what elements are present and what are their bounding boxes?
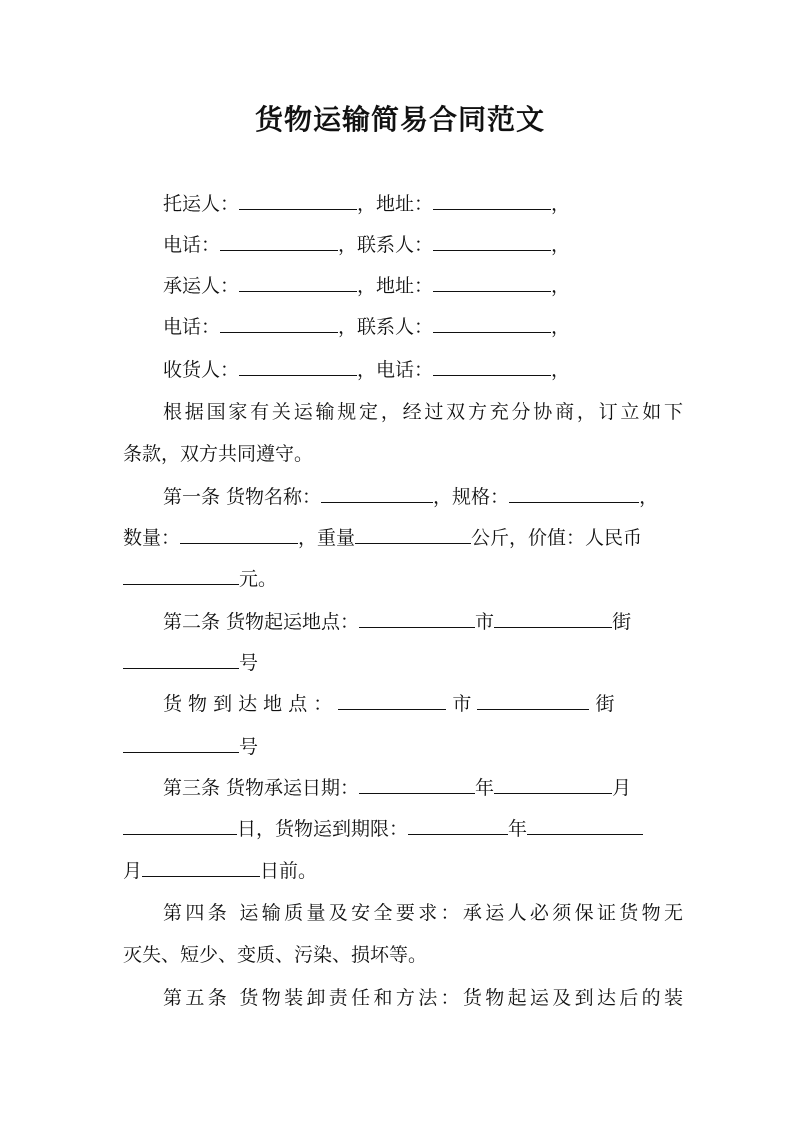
label: 承运人： (163, 275, 240, 297)
label: 市 (452, 693, 472, 715)
blank-field[interactable] (338, 691, 446, 710)
party-line-consignee (163, 356, 683, 384)
label: 日，货物运到期限： (237, 818, 409, 840)
label: 月 (612, 777, 632, 799)
separator: ， (551, 359, 571, 381)
label: 日前。 (260, 860, 318, 882)
document-title: 货物运输简易合同范文 (254, 103, 545, 136)
label: 货 物 到 达 地 点 ： (163, 693, 333, 715)
label: 号 (239, 652, 259, 674)
label: 年 (475, 777, 495, 799)
blank-field[interactable] (433, 314, 551, 333)
party-line-shipper-phone (163, 231, 683, 259)
blank-field[interactable] (239, 357, 357, 376)
blank-field[interactable] (123, 734, 239, 753)
label: 收货人： (163, 359, 240, 381)
blank-field[interactable] (123, 566, 239, 585)
article-5-line-1: 第五条 货物装卸责任和方法：货物起运及到达后的装 (163, 987, 683, 1009)
party-line-shipper (163, 190, 683, 218)
separator: ， (357, 359, 377, 381)
label: 联系人： (357, 234, 434, 256)
blank-field[interactable] (527, 816, 643, 835)
label: 第三条 货物承运日期： (163, 777, 360, 799)
blank-field[interactable] (433, 357, 551, 376)
article-4-line-2: 灭失、短少、变质、污染、损坏等。 (123, 944, 428, 966)
separator: ， (551, 234, 571, 256)
blank-field[interactable] (355, 525, 471, 544)
separator: ， (551, 275, 571, 297)
label: 地址： (376, 275, 434, 297)
article-2-line-1 (163, 608, 683, 636)
label: 第二条 货物起运地点： (163, 611, 360, 633)
blank-field[interactable] (433, 273, 551, 292)
separator: ， (551, 316, 571, 338)
blank-field[interactable] (433, 191, 551, 210)
article-3-line-1 (163, 774, 683, 802)
blank-field[interactable] (477, 691, 589, 710)
blank-field[interactable] (142, 858, 260, 877)
blank-field[interactable] (239, 191, 357, 210)
label: 元。 (239, 568, 278, 590)
blank-field[interactable] (123, 650, 239, 669)
article-2-line-3 (163, 690, 683, 718)
intro-line-2: 条款，双方共同遵守。 (123, 443, 314, 465)
label: 市 (475, 611, 495, 633)
blank-field[interactable] (321, 484, 433, 503)
blank-field[interactable] (180, 525, 298, 544)
blank-field[interactable] (359, 775, 475, 794)
separator: ， (338, 234, 358, 256)
blank-field[interactable] (509, 484, 639, 503)
article-3-line-3 (123, 857, 683, 885)
separator: ， (338, 316, 358, 338)
article-1-line-3 (123, 565, 683, 593)
party-line-carrier-phone (163, 313, 683, 341)
article-3-line-2 (123, 815, 683, 843)
blank-field[interactable] (239, 273, 357, 292)
article-2-line-4 (123, 733, 683, 761)
blank-field[interactable] (359, 609, 475, 628)
article-4-line-1: 第四条 运输质量及安全要求：承运人必须保证货物无 (163, 902, 683, 924)
separator: ， (551, 193, 571, 215)
label: 托运人： (163, 193, 240, 215)
label: 公斤，价值：人民币 (471, 527, 643, 549)
label: 联系人： (357, 316, 434, 338)
separator: ， (357, 275, 377, 297)
label: 年 (508, 818, 528, 840)
blank-field[interactable] (220, 314, 338, 333)
intro-line-1: 根据国家有关运输规定，经过双方充分协商，订立如下 (163, 401, 683, 423)
article-1-line-2 (123, 524, 683, 552)
blank-field[interactable] (433, 232, 551, 251)
blank-field[interactable] (220, 232, 338, 251)
label: 第一条 货物名称： (163, 486, 322, 508)
blank-field[interactable] (408, 816, 508, 835)
label: 地址： (376, 193, 434, 215)
label: 电话： (163, 316, 221, 338)
separator: ， (357, 193, 377, 215)
blank-field[interactable] (123, 816, 237, 835)
blank-field[interactable] (494, 609, 612, 628)
label: 电话： (376, 359, 434, 381)
blank-field[interactable] (494, 775, 612, 794)
label: 电话： (163, 234, 221, 256)
separator: ， (639, 486, 659, 508)
label: 号 (239, 736, 259, 758)
label: ，重量 (298, 527, 356, 549)
label: ，规格： (433, 486, 510, 508)
label: 月 (123, 860, 143, 882)
party-line-carrier (163, 272, 683, 300)
label: 街 (612, 611, 632, 633)
label: 街 (595, 693, 615, 715)
label: 数量： (123, 527, 181, 549)
article-2-line-2 (123, 649, 683, 677)
article-1-line-1 (163, 483, 683, 511)
